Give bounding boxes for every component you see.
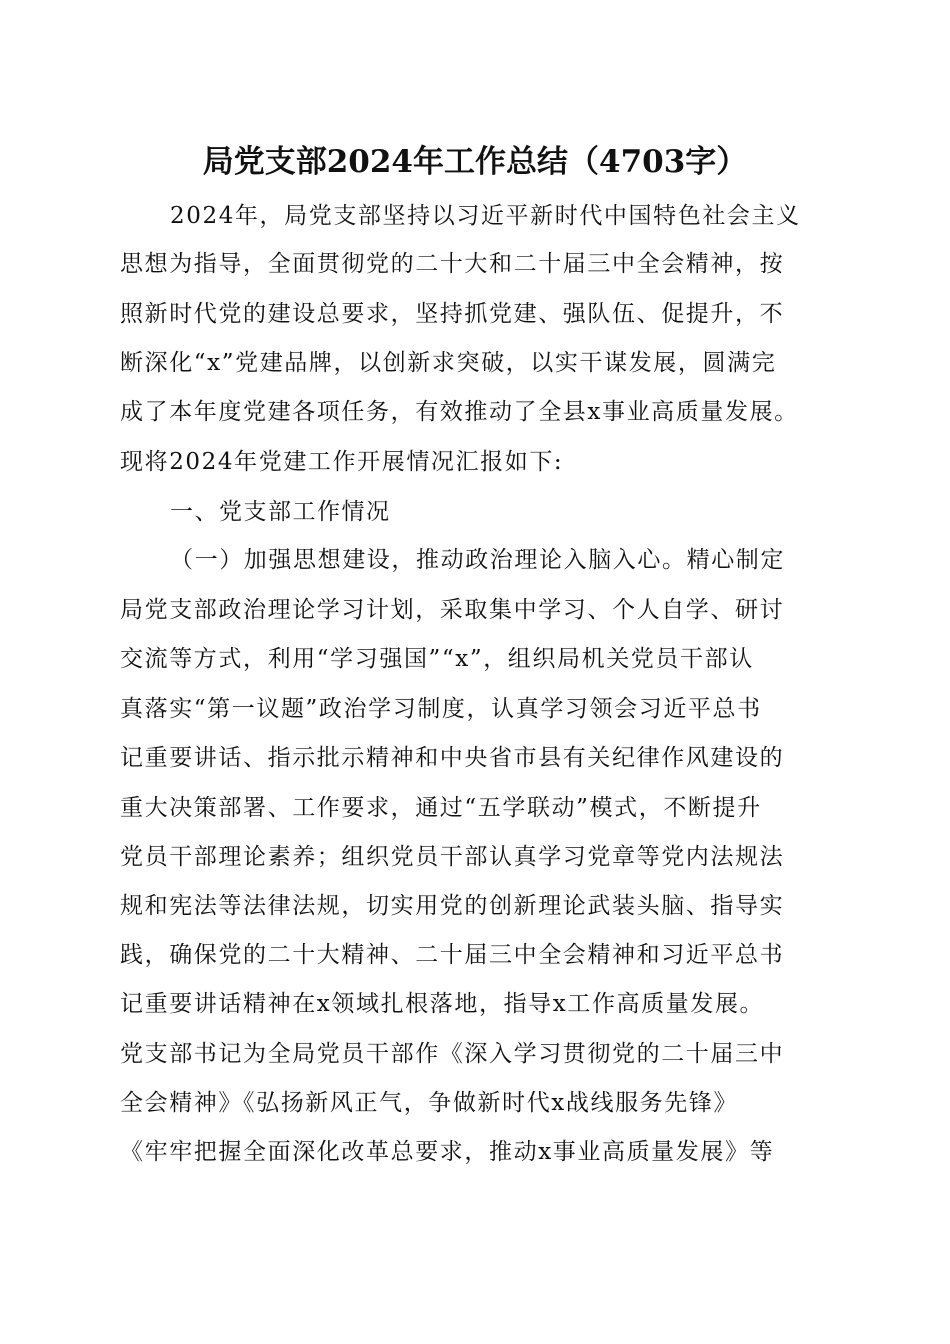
- section-heading: 一、党支部工作情况: [170, 499, 391, 525]
- paragraph-line: 照新时代党的建设总要求，坚持抓党建、强队伍、促提升，不: [120, 301, 785, 327]
- paragraph-line: 党员干部理论素养；组织党员干部认真学习党章等党内法规法: [120, 844, 785, 870]
- paragraph-line: 记重要讲话、指示批示精神和中央省市县有关纪律作风建设的: [120, 745, 785, 771]
- paragraph-line: 规和宪法等法律法规，切实用党的创新理论武装头脑、指导实: [120, 893, 785, 919]
- paragraph-line: 成了本年度党建各项任务，有效推动了全县x事业高质量发展。: [120, 399, 799, 425]
- paragraph-line: 现将2024年党建工作开展情况汇报如下:: [120, 449, 564, 475]
- paragraph-line: 局党支部政治理论学习计划，采取集中学习、个人自学、研讨: [120, 597, 785, 623]
- paragraph-line: 2024年，局党支部坚持以习近平新时代中国特色社会主义: [170, 203, 801, 229]
- paragraph-line: 交流等方式，利用“学习强国”“x”，组织局机关党员干部认: [120, 646, 754, 672]
- paragraph-line: 真落实“第一议题”政治学习制度，认真学习领会习近平总书: [120, 696, 762, 722]
- paragraph-line: 重大决策部署、工作要求，通过“五学联动”模式，不断提升: [120, 795, 762, 821]
- paragraph-line: 践，确保党的二十大精神、二十届三中全会精神和习近平总书: [120, 942, 785, 968]
- paragraph-line: （一）加强思想建设，推动政治理论入脑入心。精心制定: [170, 547, 785, 573]
- document-title: 局党支部2024年工作总结（4703字）: [202, 144, 748, 180]
- paragraph-line: 思想为指导，全面贯彻党的二十大和二十届三中全会精神，按: [120, 251, 785, 277]
- paragraph-line: 《牢牢把握全面深化改革总要求，推动x事业高质量发展》等: [120, 1139, 775, 1165]
- paragraph-line: 党支部书记为全局党员干部作《深入学习贯彻党的二十届三中: [120, 1041, 785, 1067]
- paragraph-line: 断深化“x”党建品牌，以创新求突破，以实干谋发展，圆满完: [120, 350, 777, 376]
- paragraph-line: 全会精神》《弘扬新风正气，争做新时代x战线服务先锋》: [120, 1090, 739, 1116]
- paragraph-line: 记重要讲话精神在x领域扎根落地，指导x工作高质量发展。: [120, 991, 765, 1017]
